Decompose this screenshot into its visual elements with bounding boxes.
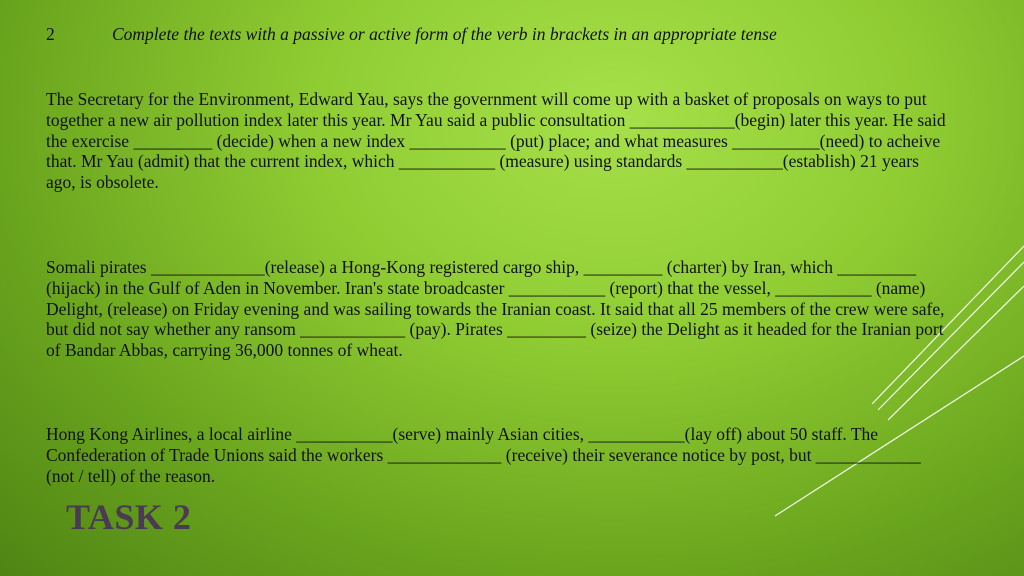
instruction-number: 2 bbox=[46, 24, 55, 44]
slide-title: TASK 2 bbox=[66, 497, 192, 537]
paragraph-airlines: Hong Kong Airlines, a local airline ___________(serve) mainly Asian cities, ___________(lay off) about 50 staff. The Confederation of Trade Unions said the workers _____________ (receive) their severance notice by post, but ____________ (not / tell) of the reason. bbox=[46, 424, 921, 486]
paragraph-pirates: Somali pirates _____________(release) a Hong-Kong registered cargo ship, _________ (charter) by Iran, which _________ (hijack) in the Gulf of Aden in November. Iran's state broadcaster ___________ (report) that the vessel, ___________ (name) Delight, (release) on Friday evening and was sailing towards the Iranian coast. It said that all 25 members of the crew were safe, but did not say whether any ransom ____________ (pay). Pirates _________ (seize) the Delight as it headed for the Iranian port of Bandar Abbas, carrying 36,000 tonnes of wheat. bbox=[46, 257, 945, 361]
instruction-text: Complete the texts with a passive or active form of the verb in brackets in an appropriate tense bbox=[112, 24, 777, 44]
paragraph-environment: The Secretary for the Environment, Edward Yau, says the government will come up with a basket of proposals on ways to put together a new air pollution index later this year. Mr Yau said a public consultation ____________(begin) later this year. He said the exercise _________ (decide) when a new index ___________ (put) place; and what measures __________(need) to acheive that. Mr Yau (admit) that the current index, which ___________ (measure) using standards ___________(establish) 21 years ago, is obsolete. bbox=[46, 89, 946, 193]
